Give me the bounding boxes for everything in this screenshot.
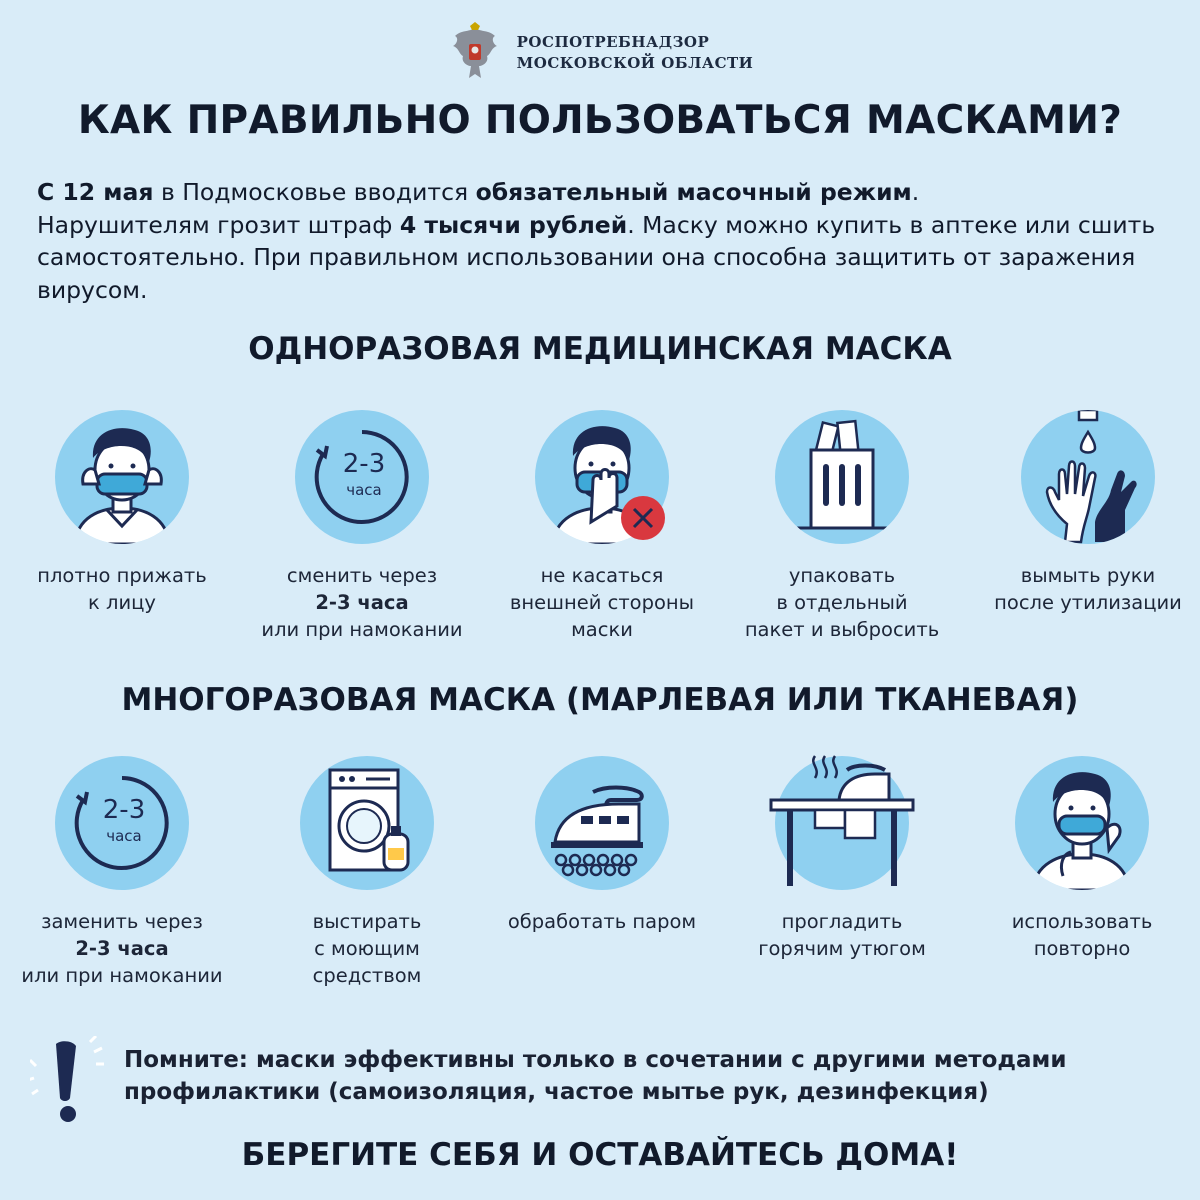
intro-text-1: в Подмосковье вводится bbox=[153, 178, 476, 206]
caption-line: в отдельный bbox=[776, 591, 908, 614]
footer-slogan: БЕРЕГИТЕ СЕБЯ И ОСТАВАЙТЕСЬ ДОМА! bbox=[241, 1137, 959, 1173]
intro-text-2: . bbox=[911, 178, 920, 206]
intro-regime: обязательный масочный режим bbox=[475, 178, 912, 206]
timer-number: 2-3 bbox=[342, 449, 386, 479]
intro-date: С 12 мая bbox=[37, 178, 154, 206]
caption-line: или при намокании bbox=[261, 618, 463, 641]
face-mask-press-icon bbox=[55, 410, 189, 544]
steam-iron-icon bbox=[535, 756, 669, 890]
ironing-board-icon bbox=[775, 756, 909, 890]
timer-unit: часа bbox=[106, 827, 142, 845]
timer-2-3-hours-icon bbox=[55, 756, 189, 890]
caption-line: вымыть руки bbox=[1020, 564, 1156, 587]
caption-bold: 2-3 часа bbox=[315, 591, 409, 614]
trash-bin-icon bbox=[775, 410, 909, 544]
intro-text bbox=[37, 176, 1167, 306]
caption-line: или при намокании bbox=[21, 964, 223, 987]
disposable-caption-3 bbox=[482, 562, 722, 643]
intro-text-4: . Маску можно купить в аптеке или сшить самостоятельно. При правильном использовании она способна защитить от заражения вирусом. bbox=[37, 210, 1156, 304]
caption-line: пакет и выбросить bbox=[744, 618, 940, 641]
disposable-caption-2 bbox=[242, 562, 482, 643]
caption-line: выстирать bbox=[312, 910, 422, 933]
reusable-item-reuse bbox=[962, 756, 1200, 962]
page-title: КАК ПРАВИЛЬНО ПОЛЬЗОВАТЬСЯ МАСКАМИ? bbox=[77, 98, 1123, 143]
washing-machine-icon bbox=[300, 756, 434, 890]
exclamation-icon bbox=[30, 1036, 110, 1126]
caption-line: горячим утюгом bbox=[758, 937, 926, 960]
disposable-item-trash bbox=[722, 410, 962, 643]
caption-line bbox=[2, 935, 242, 962]
disposable-section-title: ОДНОРАЗОВАЯ МЕДИЦИНСКАЯ МАСКА bbox=[248, 331, 952, 367]
caption-line: после утилизации bbox=[994, 591, 1182, 614]
org-name bbox=[517, 32, 754, 74]
intro-fine: 4 тысячи рублей bbox=[399, 210, 628, 239]
caption-line: плотно прижать bbox=[37, 564, 207, 587]
disposable-caption-4 bbox=[722, 562, 962, 643]
caption-line: упаковать bbox=[788, 564, 896, 587]
caption-line: средством bbox=[312, 964, 422, 987]
caption-line: маски bbox=[571, 618, 633, 641]
reusable-caption-2 bbox=[247, 908, 487, 989]
double-headed-eagle-emblem-icon bbox=[447, 22, 503, 84]
caption-bold: 2-3 часа bbox=[75, 937, 169, 960]
org-line-2: МОСКОВСКОЙ ОБЛАСТИ bbox=[516, 54, 754, 72]
disposable-item-press bbox=[2, 410, 242, 616]
disposable-row bbox=[0, 410, 1200, 670]
caption-line: с моющим bbox=[314, 937, 420, 960]
caption-line bbox=[242, 589, 482, 616]
disposable-item-wash-hands bbox=[968, 410, 1200, 616]
intro-text-3: Нарушителям грозит штраф bbox=[37, 210, 400, 239]
reminder-text: Помните: маски эффективны только в сочетании с другими методами профилактики (самоизоляция, частое мытье рук, дезинфекция) bbox=[124, 1047, 1067, 1105]
reusable-caption-3 bbox=[482, 908, 722, 935]
reusable-item-steam bbox=[482, 756, 722, 935]
reusable-section-title: МНОГОРАЗОВАЯ МАСКА (МАРЛЕВАЯ ИЛИ ТКАНЕВАЯ) bbox=[121, 682, 1079, 718]
reusable-caption-4 bbox=[722, 908, 962, 962]
face-mask-reuse-icon bbox=[1015, 756, 1149, 890]
timer-number: 2-3 bbox=[102, 795, 146, 825]
header bbox=[0, 18, 1200, 88]
reusable-item-washing-machine bbox=[247, 756, 487, 989]
reusable-caption-1 bbox=[2, 908, 242, 989]
reusable-row bbox=[0, 756, 1200, 1016]
caption-line: не касаться bbox=[540, 564, 664, 587]
disposable-caption-1 bbox=[2, 562, 242, 616]
org-line-1: РОСПОТРЕБНАДЗОР bbox=[516, 33, 710, 51]
reusable-caption-5 bbox=[962, 908, 1200, 962]
reusable-item-timer bbox=[2, 756, 242, 989]
caption-line: повторно bbox=[1033, 937, 1131, 960]
disposable-item-no-touch bbox=[482, 410, 722, 643]
caption-line: прогладить bbox=[781, 910, 903, 933]
caption-line: заменить через bbox=[41, 910, 203, 933]
no-touch-mask-icon bbox=[535, 410, 669, 544]
timer-2-3-hours-icon bbox=[295, 410, 429, 544]
timer-unit: часа bbox=[346, 481, 382, 499]
caption-line: сменить через bbox=[286, 564, 438, 587]
disposable-item-timer bbox=[242, 410, 482, 643]
caption-line: внешней стороны bbox=[509, 591, 695, 614]
caption-line: к лицу bbox=[88, 591, 156, 614]
caption-line: обработать паром bbox=[507, 910, 697, 933]
wash-hands-icon bbox=[1021, 410, 1155, 544]
disposable-caption-5 bbox=[968, 562, 1200, 616]
reusable-item-ironing bbox=[722, 756, 962, 962]
caption-line: использовать bbox=[1011, 910, 1153, 933]
